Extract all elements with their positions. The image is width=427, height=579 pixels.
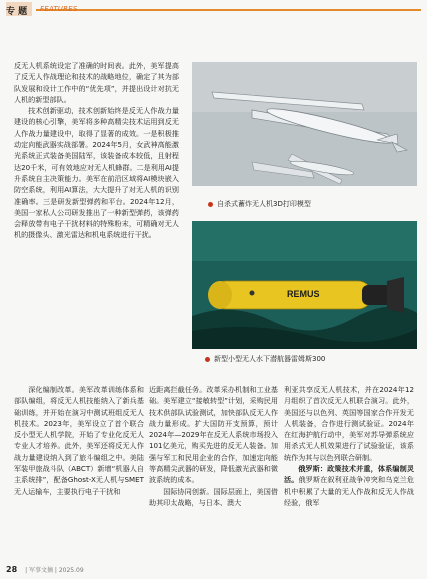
page-footer	[6, 565, 84, 574]
magazine-info: | 军事文摘 | 2025.09	[25, 567, 84, 574]
auv-illustration	[192, 221, 417, 349]
column-right	[284, 384, 414, 508]
caption-bullet-icon	[208, 202, 213, 207]
image-caption-2	[205, 354, 325, 364]
header-rule	[36, 9, 421, 11]
paragraph: 利亚共享反无人机技术，并在2024年12月组织了首次反无人机联合演习。此外，美国还与以色列、英国等国家合作开发无人机装备，合作进行测试验证。2024年在红海护航行动中，美军对苏导弹系统应用杀式无人机效果进行了试验验证，该系统作为其与以色列联合研制。	[284, 385, 414, 462]
paragraph: 深化编制改革。美军改革训练体系和部队编组，将反无人机技能纳入了新兵基础训练，并开始在演习中测试班组反无人机技术。2023年，美军设立了首个联合反小型无人机学院，开始了专业化反无人专业人才培养。此外，美军还将反无人作战力量建设纳入到了旅斗编组之中。美陆军装甲旅战斗队（ABCT）新增“机器人自主系统排”，配备Ghost-X无人机与SMET无人运输车，主要执行电子干扰和	[14, 385, 144, 496]
paragraph: 技术创新驱动，技术创新始终是反无人作战力量建设的核心引擎，美军将多种高精尖技术运用到反无人作战力量建设中，取得了显著的成效。一是积极推动定向能武器实战部署。2024年5月，女武神高能激光系统正式装备美国陆军，该装备成本较低，且射程达20千米，可有效地应对无人机蜂群。二是利用AI提升系统自主决策能力。美军在前沿区域将AI模块嵌入防空系统，利用AI算法，大大提升了对无人机的识别准确率。三是研发新型弹药和平台。2024年12月，美国一家私人公司研发推出了一种新型弹药，该弹药会释放带有电子干扰材料的特殊粉末，可精确对无人机的摄像头、激光雷达和机电系统进行干扰。	[14, 106, 179, 240]
page-header	[0, 0, 427, 22]
underwater-vehicle-image	[192, 221, 417, 349]
drone-illustration	[192, 62, 417, 186]
drone-image	[192, 62, 417, 186]
section-tag: 专 题	[6, 7, 28, 17]
svg-text:REMUS: REMUS	[287, 289, 320, 299]
page-number: 28	[6, 565, 18, 574]
paragraph: 国际协同创新。国际层面上，美国借助其印太战略，与日本、澳大	[149, 486, 278, 507]
features-label: FEATURES	[40, 5, 78, 13]
caption-text: 自杀式蓄炸无人机3D打印模型	[217, 200, 311, 208]
column-left-lower	[14, 384, 144, 497]
column-left-upper	[14, 60, 179, 241]
column-middle	[149, 384, 278, 508]
image-caption-1	[208, 199, 311, 209]
paragraph-lead: 俄罗斯：政策技术并重，体系编制灵活。	[284, 464, 414, 485]
paragraph: 反无人机系统设定了准确的时间表。此外，美军提高了反无人作战理论和技术的战略地位，确定了其为部队发展和设计工作中的“优先项”，并提出设计对抗无人机的新型部队。	[14, 61, 179, 104]
paragraph: 近距离拦截任务。改革采办机制和工业基础。美军建立“接敏转型”计划，采购民用技术供部队试验测试，加快部队反无人作战力量形成。扩大国防开支预算，预计2024年—2029年在反无人系统市场投入101亿美元，购买先进的反无人装备。加强与军工和民用企业的合作，加速定向能等高精尖武器的研发，降低激光武器和微波系统的成本。	[149, 385, 278, 485]
caption-bullet-icon	[205, 357, 210, 362]
paragraph: 俄罗斯：政策技术并重，体系编制灵活。俄罗斯在叙利亚战争冲突和乌克兰危机中积累了大量的无人作战和反无人作战经验，俄军	[284, 464, 415, 507]
caption-text: 新型小型无人水下潜航器雷姆斯300	[214, 355, 326, 363]
